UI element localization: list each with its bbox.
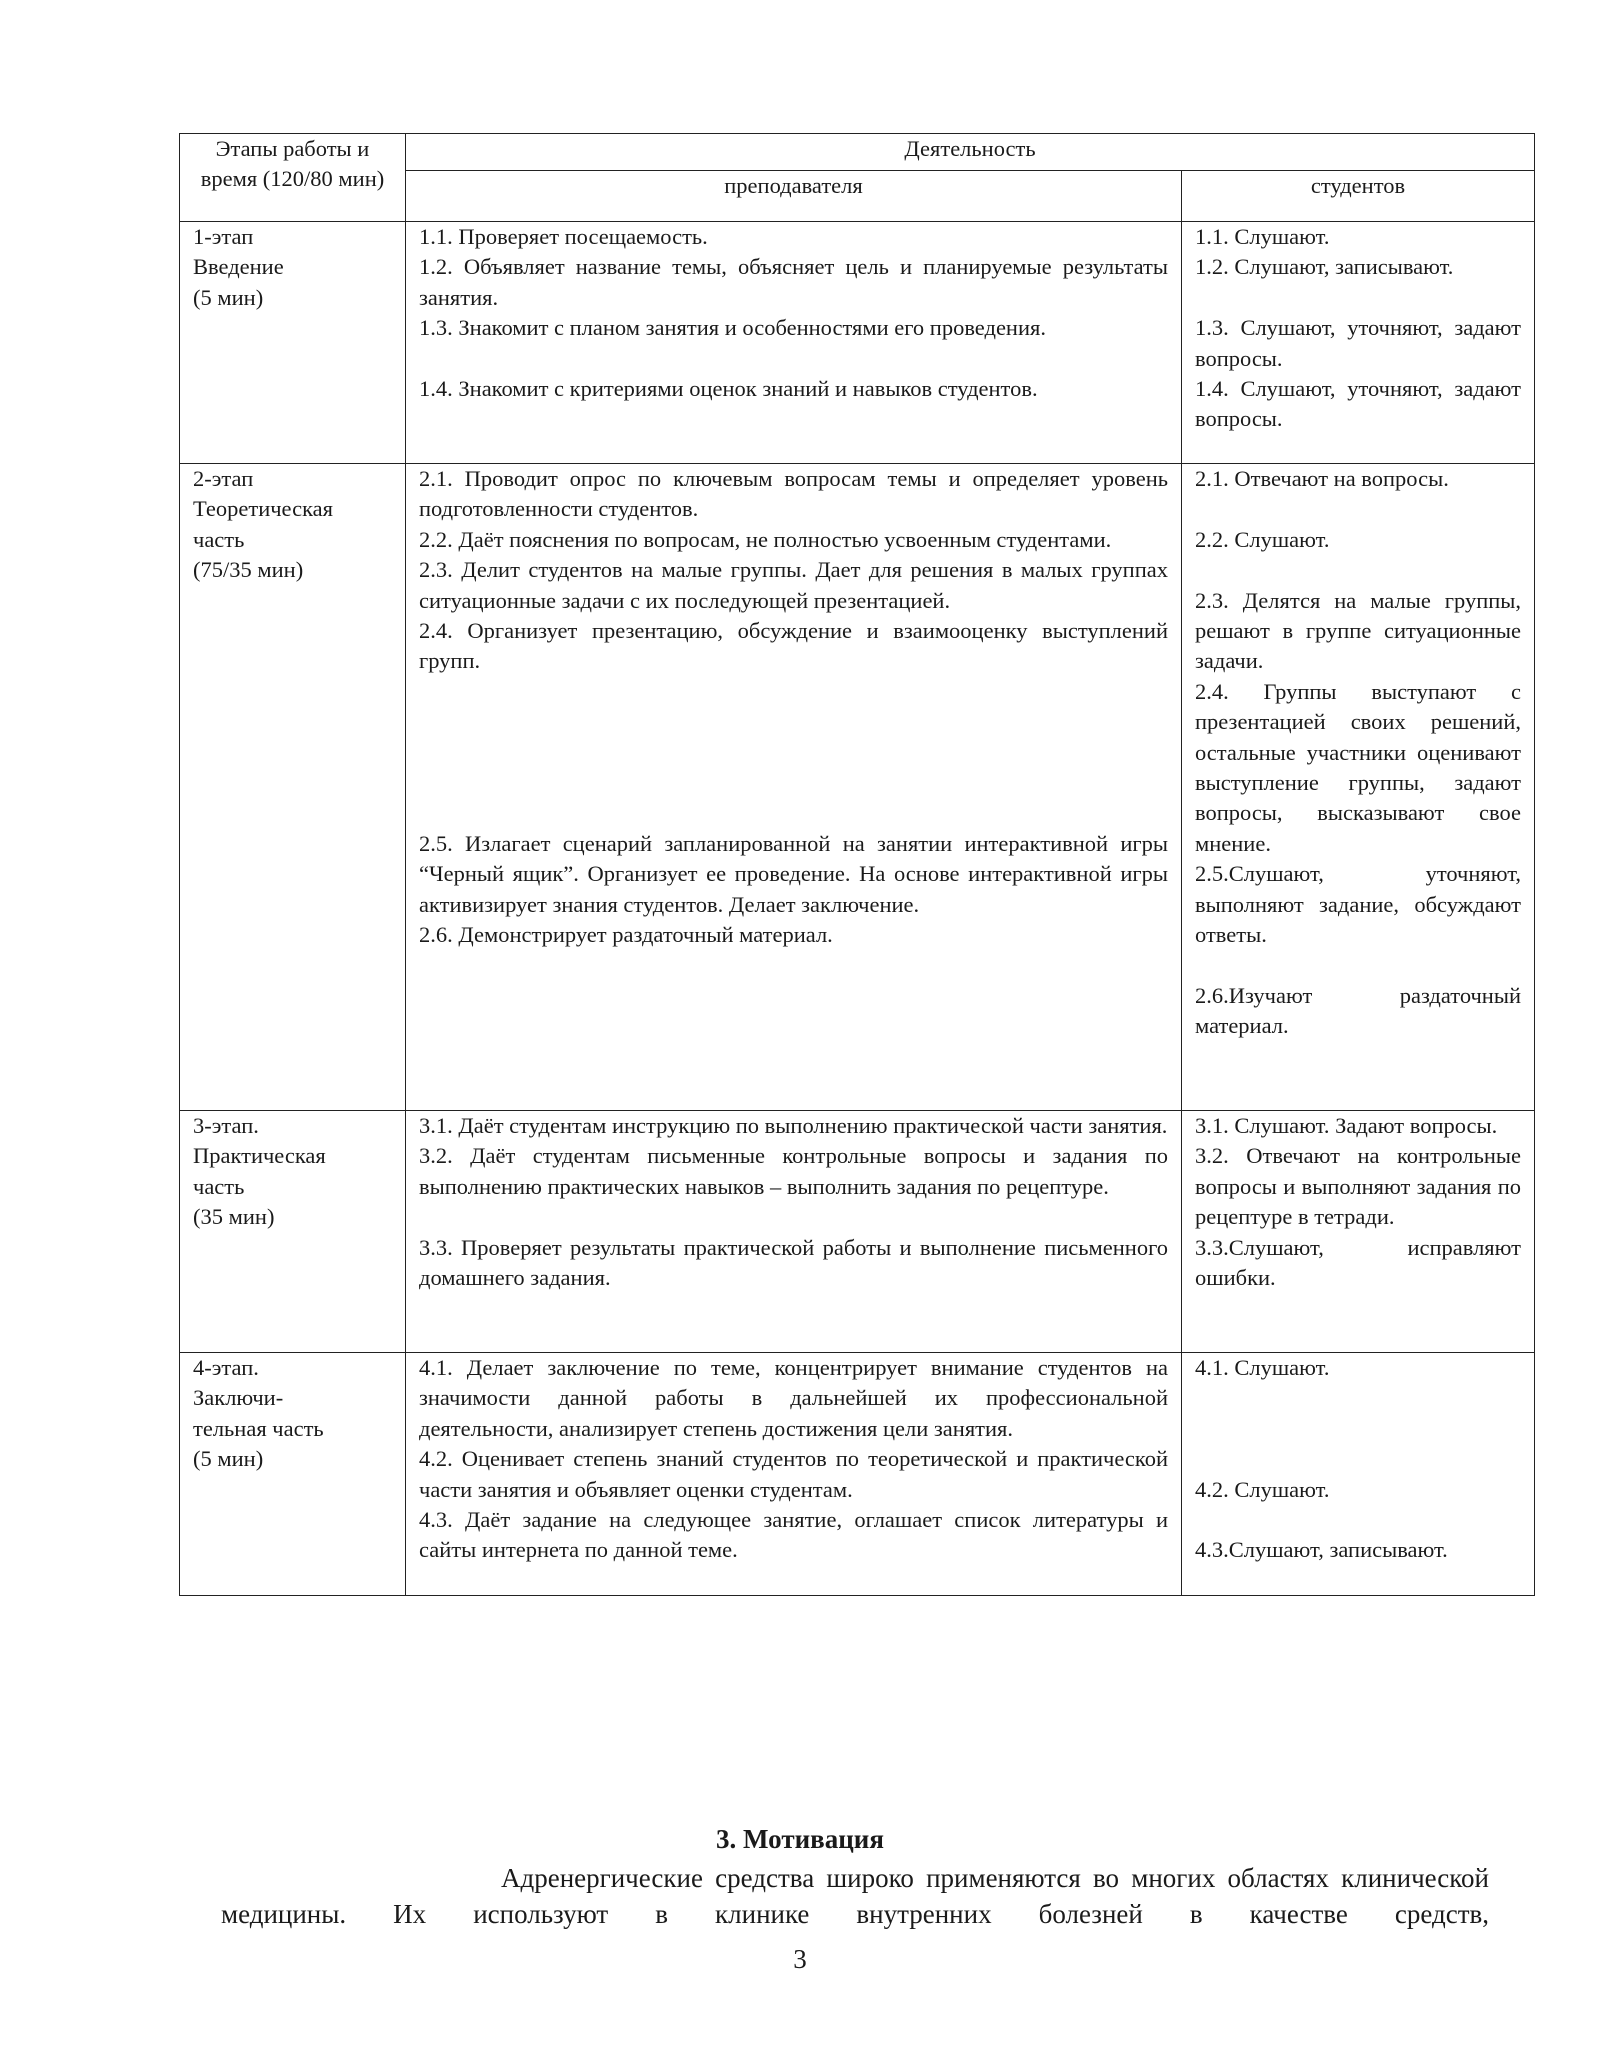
students-item: 1.2. Слушают, записывают. [1195,254,1454,280]
students-item: 2.6.Изучают раздаточный материал. [1195,982,1522,1039]
table-row [180,1111,1535,1353]
students-cell [1182,1353,1535,1596]
teacher-item: 2.4. Организует презентацию, обсуждение и взаимооценку выступлений групп. [419,618,1168,674]
stage-cell [180,464,406,1111]
students-item: 4.1. Слушают. [1195,1355,1330,1380]
students-item: 2.2. Слушают. [1195,526,1330,552]
stage-line: (75/35 мин) [193,557,304,583]
stage-line: 3-этап. [193,1113,259,1138]
stage-line: (35 мин) [193,1204,275,1230]
stage-line: Введение [193,254,284,280]
section-title: 3. Мотивация [716,1824,884,1854]
teacher-item: 1.1. Проверяет посещаемость. [419,224,708,249]
teacher-item: 1.3. Знакомит с планом занятия и особенностями его проведения. [419,315,1046,341]
table-row [180,222,1535,464]
stage-line: Теоретическая [193,496,334,522]
teacher-item: 3.3. Проверяет результаты практической работы и выполнение письменного домашнего задания. [419,1234,1168,1291]
students-cell [1182,222,1535,464]
teacher-item: 2.2. Даёт пояснения по вопросам, не полностью усвоенным студентами. [419,526,1112,552]
students-cell [1182,1111,1535,1353]
students-item: 3.1. Слушают. Задают вопросы. [1195,1113,1498,1138]
section-paragraph: Адренергические средства широко применяются во многих областях клинической медицины. Их используют в клинике внутренних болезней в качестве средств, [221,1863,1489,1929]
students-item: 3.2. Отвечают на контрольные вопросы и выполняют задания по рецептуре в тетради. [1195,1143,1522,1230]
students-item: 2.5.Слушают, уточняют, выполняют задание, обсуждают ответы. [1195,861,1522,948]
stage-line: Практическая [193,1143,326,1169]
teacher-item: 2.5. Излагает сценарий запланированной на занятии интерактивной игры “Черный ящик”. Организует ее проведение. На основе интерактивной игры активизирует знания студентов. Делает заключение. [419,830,1168,917]
stage-cell [180,1111,406,1353]
students-item: 3.3.Слушают, исправляют ошибки. [1195,1234,1522,1291]
students-item: 4.2. Слушают. [1195,1476,1330,1502]
stage-line: 1-этап [193,224,254,249]
header-teacher: преподавателя [406,171,1182,222]
header-activity: Деятельность [406,134,1535,171]
stage-line: Заключи- [193,1385,284,1411]
students-item: 4.3.Слушают, записывают. [1195,1537,1448,1563]
stage-line: 2-этап [193,466,254,491]
teacher-item: 2.6. Демонстрирует раздаточный материал. [419,922,833,948]
stage-line: (5 мин) [193,1446,264,1472]
table-row [180,1353,1535,1596]
teacher-item: 3.2. Даёт студентам письменные контрольные вопросы и задания по выполнению практических навыков – выполнить задания по рецептуре. [419,1143,1168,1199]
stage-line: часть [193,1173,245,1199]
teacher-cell [406,464,1182,1111]
teacher-item: 2.3. Делит студентов на малые группы. Дает для решения в малых группах ситуационные задачи с их последующей презентацией. [419,557,1168,613]
stage-cell [180,1353,406,1596]
teacher-cell [406,1353,1182,1596]
header-stage: Этапы работы и время (120/80 мин) [180,134,406,222]
lesson-plan-table [179,133,1535,1596]
stage-line: (5 мин) [193,284,264,310]
header-students: студентов [1182,171,1535,222]
students-item: 1.4. Слушают, уточняют, задают вопросы. [1195,376,1522,432]
teacher-item: 1.4. Знакомит с критериями оценок знаний и навыков студентов. [419,376,1038,402]
teacher-item: 4.3. Даёт задание на следующее занятие, оглашает список литературы и сайты интернета по данной теме. [419,1507,1168,1563]
teacher-cell [406,222,1182,464]
students-item: 2.4. Группы выступают с презентацией своих решений, остальные участники оценивают выступление группы, задают вопросы, высказывают свое мнение. [1195,678,1522,856]
teacher-item: 1.2. Объявляет название темы, объясняет цель и планируемые результаты занятия. [419,254,1168,310]
students-item: 2.1. Отвечают на вопросы. [1195,466,1449,491]
teacher-item: 2.1. Проводит опрос по ключевым вопросам темы и определяет уровень подготовленности студентов. [419,466,1168,522]
students-item: 2.3. Делятся на малые группы, решают в группе ситуационные задачи. [1195,587,1522,674]
stage-line: 4-этап. [193,1355,259,1380]
stage-cell [180,222,406,464]
students-item: 1.1. Слушают. [1195,224,1330,249]
teacher-item: 3.1. Даёт студентам инструкцию по выполнению практической части занятия. [419,1113,1168,1138]
students-item: 1.3. Слушают, уточняют, задают вопросы. [1195,315,1522,371]
stage-line: тельная часть [193,1415,324,1441]
stage-line: часть [193,526,245,552]
teacher-item: 4.1. Делает заключение по теме, концентрирует внимание студентов на значимости данной работы в дальнейшей их профессиональной деятельности, анализирует степень достижения цели занятия. [419,1355,1168,1441]
page-number: 3 [793,1944,807,1974]
teacher-cell [406,1111,1182,1353]
table-row [180,464,1535,1111]
students-cell [1182,464,1535,1111]
teacher-item: 4.2. Оценивает степень знаний студентов по теоретической и практической части занятия и объявляет оценки студентам. [419,1446,1168,1502]
